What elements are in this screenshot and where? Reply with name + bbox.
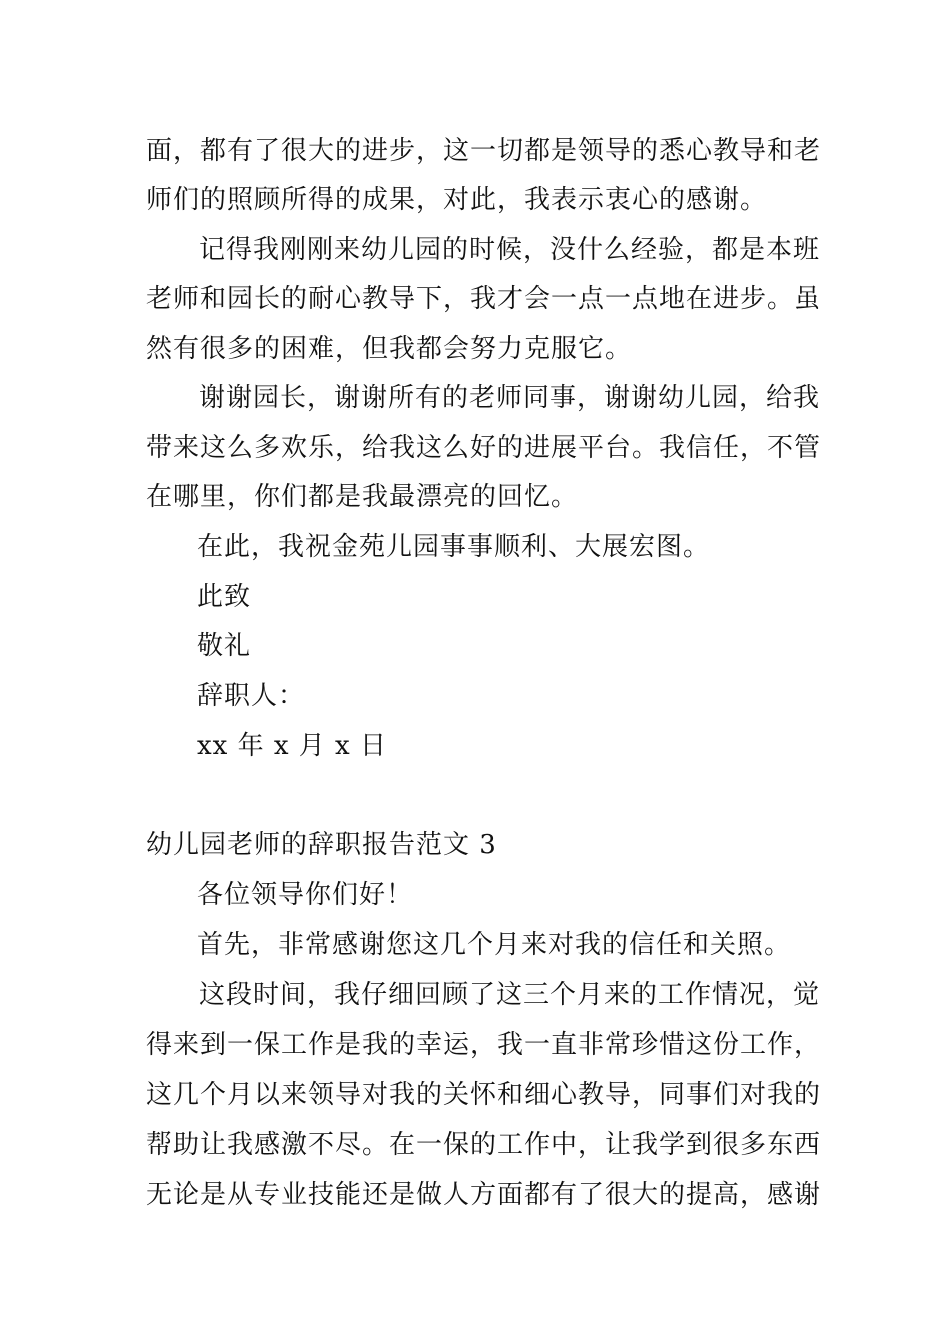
body-text-line: 在哪里，你们都是我最漂亮的回忆。 (146, 482, 579, 512)
body-text-line: 记得我刚刚来幼儿园的时候，没什么经验，都是本班 (199, 235, 821, 265)
salutation-line: 敬礼 (197, 631, 252, 661)
body-text-line: 帮助让我感激不尽。在一保的工作中，让我学到很多东西 (146, 1130, 822, 1160)
body-text-line: 这段时间，我仔细回顾了这三个月来的工作情况，觉 (199, 980, 821, 1010)
body-text-line: 面，都有了很大的进步，这一切都是领导的悉心教导和老 (146, 136, 822, 166)
date-line: xx 年 x 月 x 日 (197, 731, 387, 761)
body-text-line: 这几个月以来领导对我的关怀和细心教导，同事们对我的 (146, 1080, 822, 1110)
closing-line: 此致 (197, 582, 252, 612)
body-text-line: 带来这么多欢乐，给我这么好的进展平台。我信任，不管 (146, 433, 822, 463)
body-text-line: 然有很多的困难，但我都会努力克服它。 (146, 334, 633, 364)
body-text-line: 老师和园长的耐心教导下，我才会一点一点地在进步。虽 (146, 284, 822, 314)
wish-line: 在此，我祝金苑儿园事事顺利、大展宏图。 (197, 532, 711, 562)
body-text-line: 谢谢园长，谢谢所有的老师同事，谢谢幼儿园，给我 (199, 383, 821, 413)
body-text-line: 首先，非常感谢您这几个月来对我的信任和关照。 (197, 930, 792, 960)
body-text-line: 得来到一保工作是我的幸运，我一直非常珍惜这份工作， (146, 1030, 822, 1060)
greeting-line: 各位领导你们好！ (197, 880, 414, 910)
section-title: 幼儿园老师的辞职报告范文 3 (146, 830, 497, 860)
signer-line: 辞职人： (197, 681, 306, 711)
body-text-line: 师们的照顾所得的成果，对此，我表示衷心的感谢。 (146, 185, 768, 215)
body-text-line: 无论是从专业技能还是做人方面都有了很大的提高，感谢 (146, 1180, 822, 1210)
